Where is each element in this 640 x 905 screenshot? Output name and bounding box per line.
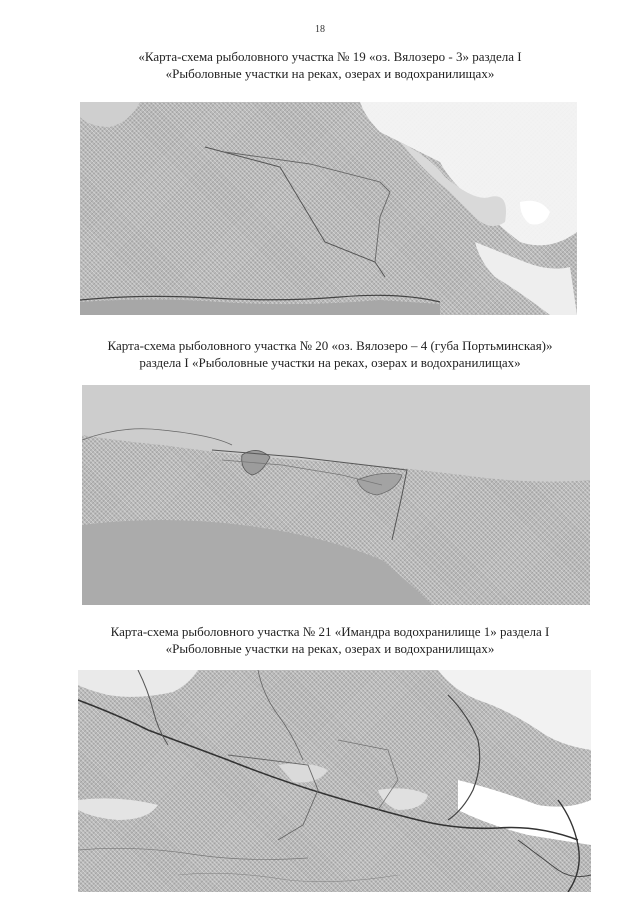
caption-line: «Рыболовные участки на реках, озерах и водохранилищах»: [165, 66, 495, 81]
map-graphic: [78, 670, 591, 892]
caption-line: Карта-схема рыболовного участка № 21 «Имандра водохранилище 1» раздела I: [110, 624, 550, 639]
map-caption-20: [60, 337, 600, 371]
map-graphic: [82, 385, 590, 605]
fishing-area-map-19: [80, 102, 577, 315]
caption-line: раздела I «Рыболовные участки на реках, озерах и водохранилищах»: [139, 355, 521, 370]
map-caption-19: [60, 48, 600, 82]
caption-line: Карта-схема рыболовного участка № 20 «оз. Вялозеро – 4 (губа Портьминская)»: [107, 338, 553, 353]
fishing-area-map-21: [78, 670, 591, 892]
map-graphic: [80, 102, 577, 315]
map-caption-21: [60, 623, 600, 657]
page-number: 18: [315, 24, 325, 35]
caption-line: «Рыболовные участки на реках, озерах и водохранилищах»: [165, 641, 495, 656]
caption-line: «Карта-схема рыболовного участка № 19 «оз. Вялозеро - 3» раздела I: [138, 49, 522, 64]
fishing-area-map-20: [82, 385, 590, 605]
